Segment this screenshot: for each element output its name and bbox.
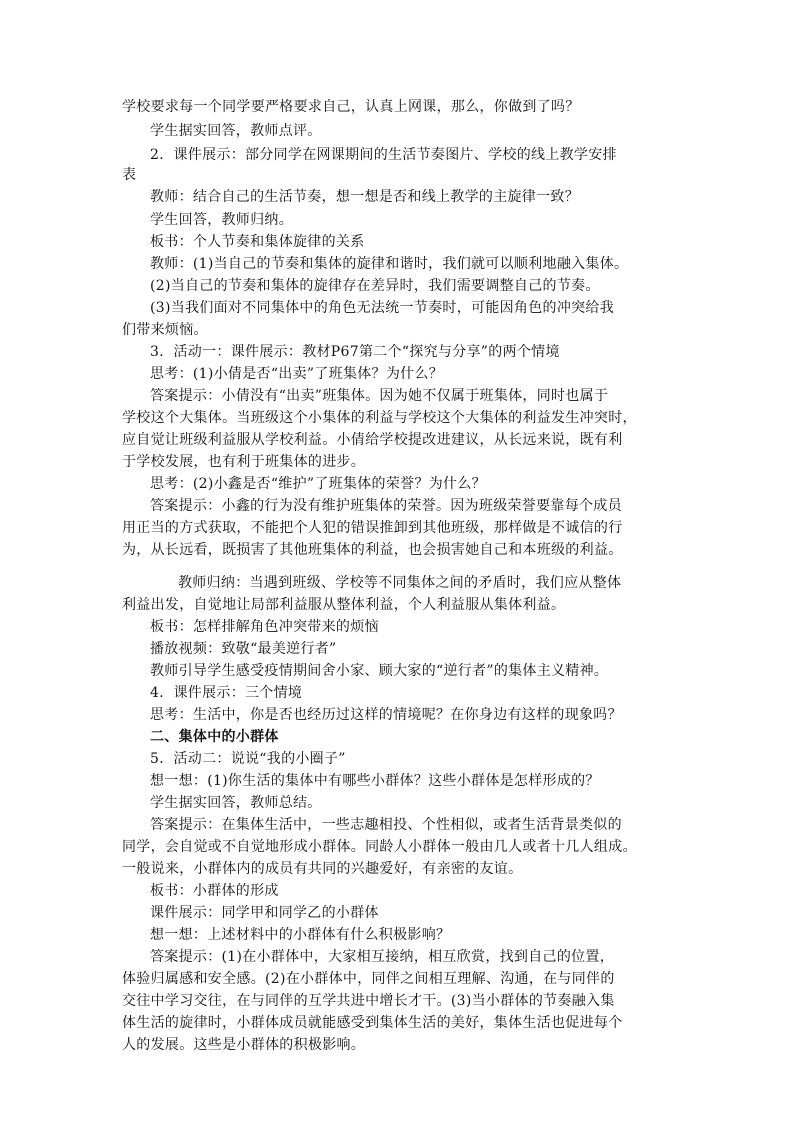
text-line: 教师归纳：当遇到班级、学校等不同集体之间的矛盾时，我们应从整体	[178, 575, 622, 591]
text-line: 答案提示：小鑫的行为没有维护班集体的荣誉。因为班级荣誉要靠每个成员	[150, 498, 622, 514]
text-line: 答案提示：(1)在小群体中，大家相互接纳，相互欣赏，找到自己的位置，	[150, 949, 615, 965]
text-line: 5．活动二：说说“我的小圈子”	[150, 751, 346, 767]
text-line: 人的发展。这些是小群体的积极影响。	[122, 1037, 366, 1053]
text-line: 体生活的旋律时，小群体成员就能感受到集体生活的美好，集体生活也促进每个	[122, 1015, 623, 1031]
text-line: 教师引导学生感受疫情期间舍小家、顾大家的“逆行者”的集体主义精神。	[150, 663, 609, 679]
text-line: 课件展示：同学甲和同学乙的小群体	[150, 905, 379, 921]
text-line: 学生据实回答，教师总结。	[150, 795, 322, 811]
text-line: 想一想：(1)你生活的集体中有哪些小群体？这些小群体是怎样形成的？	[150, 773, 600, 789]
text-line: 应自觉让班级利益服从学校利益。小倩给学校提改进建议，从长远来说，既有利	[122, 432, 623, 448]
text-line: 学校要求每一个同学要严格要求自己，认真上网课，那么，你做到了吗？	[122, 99, 580, 115]
text-line: 一般说来，小群体内的成员有共同的兴趣爱好，有亲密的友谊。	[122, 861, 523, 877]
text-line: 用正当的方式获取，不能把个人犯的错误推卸到其他班级，那样做是不诚信的行	[122, 520, 623, 536]
text-line: (2)当自己的节奏和集体的旋律存在差异时，我们需要调整自己的节奏。	[150, 278, 600, 294]
text-line: 思考：生活中，你是否也经历过这样的情境呢？在你身边有这样的现象吗？	[150, 707, 622, 723]
text-line: 板书：个人节奏和集体旋律的关系	[150, 234, 365, 250]
text-line: 交往中学习交往，在与同伴的互学共进中增长才干。(3)当小群体的节奏融入集	[122, 993, 615, 1009]
text-line: 利益出发，自觉地让局部利益服从整体利益，个人利益服从集体利益。	[122, 597, 566, 613]
text-line: 答案提示：小倩没有“出卖”班集体。因为她不仅属于班集体，同时也属于	[150, 388, 609, 404]
text-line: 板书：怎样排解角色冲突带来的烦恼	[150, 619, 379, 635]
text-line: 同学，会自觉或不自觉地形成小群体。同龄人小群体一般由几人或者十几人组成。	[122, 839, 637, 855]
text-line: 板书：小群体的形成	[150, 883, 279, 899]
text-line: 教师：(1)当自己的节奏和集体的旋律和谐时，我们就可以顺利地融入集体。	[150, 256, 629, 272]
text-line: 想一想：上述材料中的小群体有什么积极影响？	[150, 927, 451, 943]
text-line: 4．课件展示：三个情境	[150, 685, 303, 701]
text-line: 学生据实回答，教师点评。	[150, 123, 322, 139]
text-line: 2．课件展示：部分同学在网课期间的生活节奏图片、学校的线上教学安排	[150, 147, 617, 163]
text-line: 学生回答，教师归纳。	[150, 212, 293, 228]
text-line: 于学校发展，也有利于班集体的进步。	[122, 454, 366, 470]
text-line: 答案提示：在集体生活中，一些志趣相投、个性相似，或者生活背景类似的	[150, 817, 622, 833]
text-line: 表	[122, 167, 137, 183]
text-line: 播放视频：致敬“最美逆行者”	[150, 641, 337, 657]
text-line: 体验归属感和安全感。(2)在小群体中，同伴之间相互理解、沟通，在与同伴的	[122, 971, 615, 987]
text-line: 为，从长远看，既损害了其他班集体的利益，也会损害她自己和本班级的利益。	[122, 542, 623, 558]
section-heading: 二、集体中的小群体	[150, 729, 279, 745]
text-line: 教师：结合自己的生活节奏，想一想是否和线上教学的主旋律一致？	[150, 189, 579, 205]
text-line: 学校这个大集体。当班级这个小集体的利益与学校这个大集体的利益发生冲突时，	[122, 410, 637, 426]
text-line: 3．活动一：课件展示：教材P67第二个“探究与分享”的两个情境	[150, 344, 560, 360]
text-line: 们带来烦恼。	[122, 322, 208, 338]
text-line: 思考：(1)小倩是否“出卖”了班集体？为什么？	[150, 366, 444, 382]
text-line: (3)当我们面对不同集体中的角色无法统一节奏时，可能因角色的冲突给我	[150, 300, 615, 316]
text-line: 思考：(2)小鑫是否“维护”了班集体的荣誉？为什么？	[150, 476, 486, 492]
